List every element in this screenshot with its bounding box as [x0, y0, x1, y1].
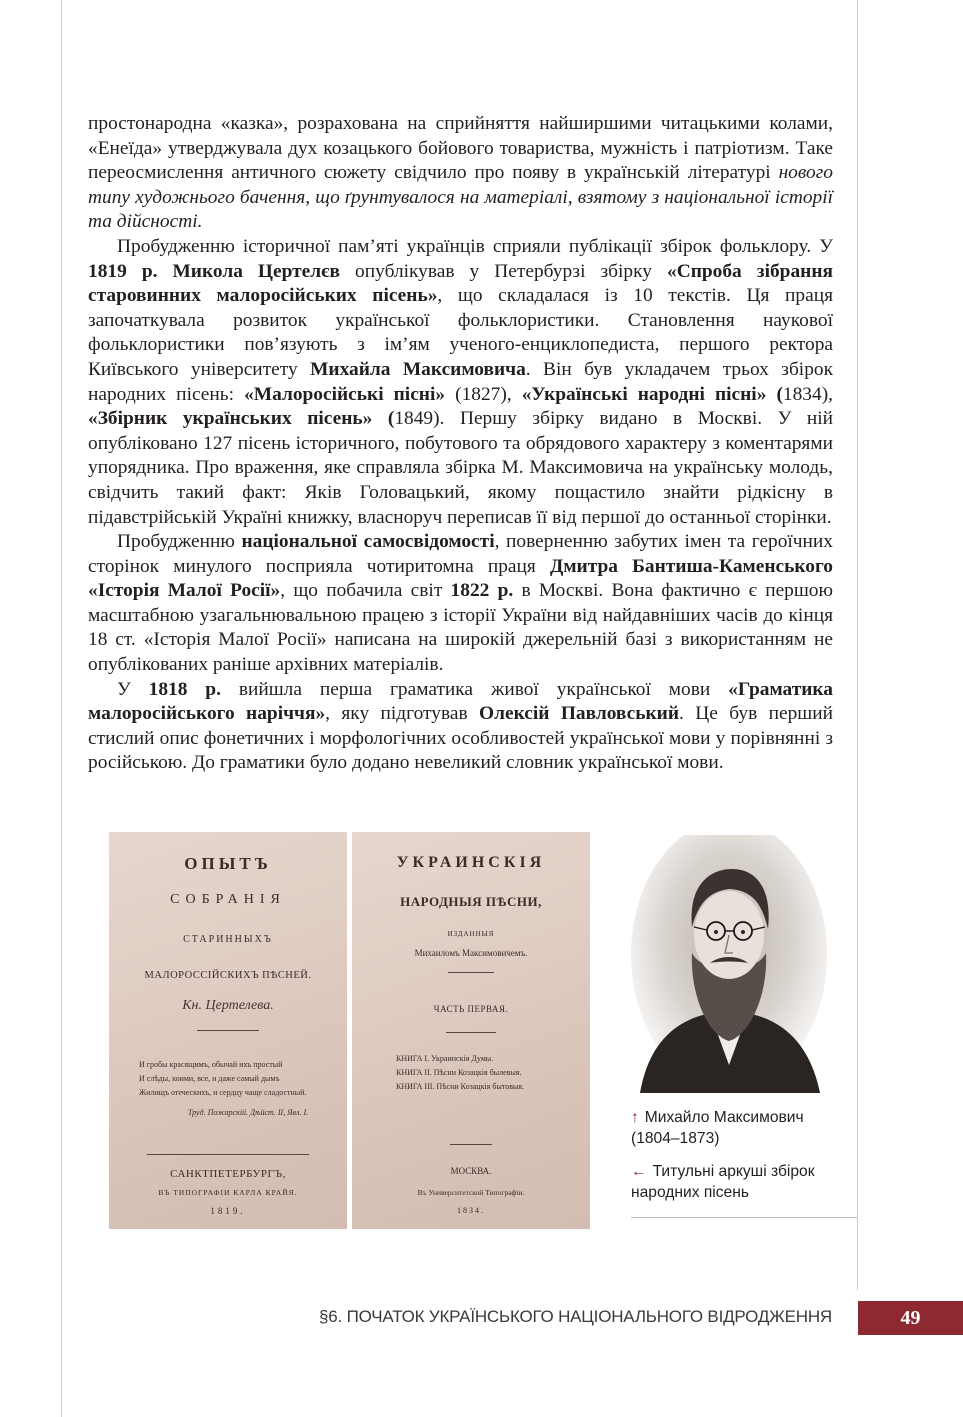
paragraph-1 — [88, 112, 833, 235]
book2-divider-3 — [450, 1144, 492, 1145]
paragraph-4 — [88, 678, 833, 776]
book2-contents-3: КНИГА III. Пѣсни Козацкія бытовыя. — [396, 1082, 525, 1091]
p2-bold-1: 1819 р. Микола Цертелєв — [88, 260, 341, 282]
page-number: 49 — [858, 1301, 963, 1335]
book2-contents-1: КНИГА I. Украинскія Думы. — [396, 1054, 494, 1063]
book1-handwritten-name: Кн. Цертелева. — [182, 998, 274, 1013]
book1-epigraph-source: Труд. Пожарскій. Дѣйст. II, Явл. I. — [187, 1108, 309, 1117]
arrow-up-icon: ↑ — [631, 1109, 639, 1126]
p2-text-2: опублікував у Петербурзі збірку — [340, 260, 668, 282]
book1-epigraph-2: И слѣды, коими, все, и даже самый дымъ — [139, 1074, 280, 1083]
p2-bold-6: «Збірник українських пісень» ( — [88, 408, 395, 430]
body-text — [88, 112, 833, 776]
p2-bold-4: «Малоросійські пісні» — [244, 383, 446, 405]
book2-city: МОСКВА. — [450, 1166, 492, 1176]
book1-epigraph-1: И гробы красящимъ, обычай ихъ простый — [139, 1060, 283, 1069]
p3-text-3: , що побачила світ — [280, 580, 451, 602]
book2-line-4: Михаиломъ Максимовичемъ. — [414, 948, 528, 958]
arrow-left-icon: ← — [631, 1163, 647, 1180]
p2-bold-2: «Спроба зібрання старовинних малоросійських пісень» — [88, 260, 833, 307]
book1-divider-1 — [197, 1030, 259, 1031]
book1-city: САНКТПЕТЕРБУРГЪ, — [170, 1168, 286, 1180]
paragraph-1-italic: нового типу художнього бачення, що ґрунтувалося на матеріалі, взятому з національної історії та дійсності. — [88, 162, 833, 233]
p3-text-2: , поверненню забутих імен та героїчних сторінок минулого посприяла чотиритомна праця — [88, 531, 834, 577]
title-page-tsertelev — [109, 832, 347, 1229]
paragraph-1-text: простонародна «казка», розрахована на сприйняття найширшими читацькими колами, «Енеїда» утверджувала дух козацького бойового товариства, мужність і патріотизм. Таке переосмислення античного сюжету свідчило про появу в українській літературі — [88, 113, 833, 184]
book2-line-3: ИЗДАННЫЯ — [447, 930, 495, 938]
p3-bold-3: 1822 р. — [450, 580, 514, 602]
book2-line-1: УКРАИНСКІЯ — [396, 854, 546, 871]
p2-bold-3: Михайла Максимовича — [310, 358, 526, 380]
book1-divider-2 — [147, 1154, 309, 1155]
book2-contents-2: КНИГА II. Пѣсни Козацкія былевыя. — [396, 1068, 522, 1077]
portrait-image — [630, 835, 828, 1095]
caption-divider — [631, 1217, 857, 1218]
p4-text-2: вийшла перша граматика живої української мови — [220, 678, 729, 700]
p2-text-7: 1849). Першу збірку видано в Москві. У ній опубліковано 127 пісень історичного, побутового та обрядового характеру з коментарями упорядника. Про враження, яке справляла збірка М. Максимовича на українську молодь, свідчить такий факт: Яків Головацький, якому пощастило знайти рідкісну в підавстрійській Україні книжку, власноруч переписав її від першої до останньої сторінки. — [88, 408, 833, 528]
p4-bold-2: «Граматика малоросійського наріччя» — [88, 678, 833, 725]
book2-year: 1834. — [457, 1206, 485, 1215]
book2-printer: Въ Университетской Типографіи. — [417, 1188, 525, 1197]
caption-title-pages-text: Титульні аркуші збірок народних пісень — [631, 1163, 815, 1201]
p4-bold-3: Олексій Павловський — [479, 703, 680, 725]
p2-text-6: 1834), — [782, 383, 833, 405]
book1-line-4: МАЛОРОССІЙСКИХЪ ПѢСНЕЙ. — [144, 970, 312, 981]
book1-line-2: СОБРАНІЯ — [170, 892, 286, 907]
page-margin-line-right — [857, 0, 858, 1290]
page-margin-line-left — [61, 0, 62, 1417]
p3-bold-2: Дмитра Бантиша-Каменського «Історія Малої Росії» — [88, 555, 833, 602]
p2-bold-5: «Українські народні пісні» ( — [521, 383, 783, 405]
book1-line-1: ОПЫТЪ — [184, 854, 272, 873]
p3-text-1: Пробудженню — [117, 531, 242, 553]
book2-part: ЧАСТЬ ПЕРВАЯ. — [433, 1004, 509, 1014]
caption-portrait — [631, 1107, 836, 1149]
book1-year: 1819. — [210, 1206, 246, 1216]
book1-line-3: СТАРИННЫХЪ — [183, 934, 273, 945]
p4-text-4: . Це був перший стислий опис фонетичних і морфологічних особливостей української мови у порівнянні з російською. До граматики було додано невеликий словник української мови. — [88, 703, 833, 774]
p3-bold-1: національної самосвідомості — [241, 531, 495, 553]
page-footer — [0, 1301, 963, 1335]
book2-line-2: НАРОДНЫЯ ПѢСНИ, — [400, 894, 542, 909]
book2-divider-1 — [448, 972, 494, 973]
paragraph-3 — [88, 530, 833, 678]
book1-epigraph-3: Жилищъ отеческихъ, и сердцу чаще сладостный. — [139, 1088, 307, 1097]
p4-text-3: , яку підготував — [325, 703, 480, 725]
portrait-engraving-icon — [630, 835, 828, 1095]
caption-portrait-text: Михайло Максимович (1804–1873) — [631, 1109, 804, 1147]
running-footer-title: §6. ПОЧАТОК УКРАЇНСЬКОГО НАЦІОНАЛЬНОГО ВІДРОДЖЕННЯ — [319, 1307, 832, 1326]
p3-text-4: в Москві. Вона фактично є першою масштабною узагальнювальною працею з історії України від найдавніших часів до кінця 18 ст. «Історія Малої Росії» написана на широкій джерельній базі з використанням не опублікованих раніше архівних матеріалів. — [88, 580, 833, 676]
book2-divider-2 — [446, 1032, 496, 1033]
caption-title-pages — [631, 1161, 836, 1203]
p4-bold-1: 1818 р. — [148, 678, 221, 700]
p2-text-3: , що складалася із 10 текстів. Ця праця започаткувала розвиток української фольклористики. Становлення наукової фольклористики пов’язують з ім’ям ученого-енциклопедиста, першого ректора Київського університету — [88, 285, 833, 380]
book1-printer: ВЪ ТИПОГРАФІИ КАРЛА КРАЙЯ. — [158, 1188, 298, 1197]
paragraph-2 — [88, 235, 833, 530]
p4-text-1: У — [117, 678, 149, 700]
p2-text-1: Пробудженню історичної пам’яті українців сприяли публікації збірок фольклору. У — [117, 235, 833, 257]
p2-text-5: (1827), — [445, 383, 522, 405]
title-page-maksymovych — [352, 832, 590, 1229]
p2-text-4: . Він був укладачем трьох збірок народних пісень: — [88, 358, 834, 405]
